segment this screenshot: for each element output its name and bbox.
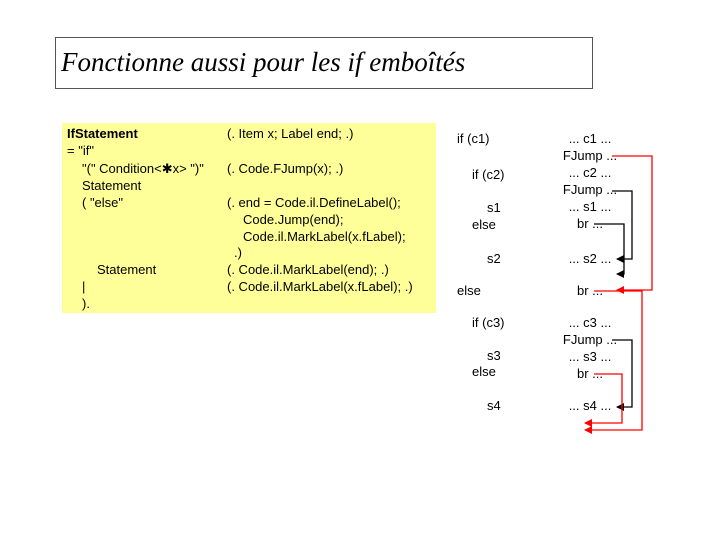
semantic-line-2: (. Code.FJump(x); .) [227, 161, 344, 176]
source-line-5: s2 [487, 251, 501, 266]
red-arrow-br-outer [585, 291, 642, 430]
red-arrow-br-c3 [585, 374, 622, 423]
code-line-2: FJump ... [562, 148, 618, 163]
code-line-12: br ... [576, 366, 603, 381]
code-line-6: br ... [576, 216, 603, 231]
code-line-7: ... s2 ... [568, 251, 612, 266]
code-line-11: ... s3 ... [568, 349, 612, 364]
code-line-5: ... s1 ... [568, 199, 612, 214]
grammar-line-8: ). [82, 296, 90, 311]
code-line-4: FJump ... [562, 182, 618, 197]
code-line-8: br ... [576, 283, 603, 298]
source-line-4: else [472, 217, 496, 232]
semantic-line-5: Code.il.MarkLabel(x.fLabel); [243, 229, 406, 244]
source-line-6: else [457, 283, 481, 298]
grammar-line-5: ( "else" [82, 195, 124, 210]
code-line-9: ... c3 ... [568, 315, 612, 330]
semantic-line-7: (. Code.il.MarkLabel(end); .) [227, 262, 389, 277]
code-line-3: ... c2 ... [568, 165, 612, 180]
source-line-10: s4 [487, 398, 501, 413]
grammar-line-4: Statement [82, 178, 142, 193]
semantic-line-8: (. Code.il.MarkLabel(x.fLabel); .) [227, 279, 413, 294]
semantic-line-1: (. Item x; Label end; .) [227, 126, 354, 141]
grammar-line-1: IfStatement [67, 126, 138, 141]
grammar-line-7: | [82, 279, 86, 294]
semantic-line-4: Code.Jump(end); [243, 212, 344, 227]
code-line-13: ... s4 ... [568, 398, 612, 413]
grammar-line-2: = "if" [67, 143, 94, 158]
grammar-line-3: "(" Condition<✱x> ")" [82, 161, 204, 176]
source-line-9: else [472, 364, 496, 379]
black-arrow-br-inner [594, 224, 624, 274]
semantic-line-3: (. end = Code.il.DefineLabel(); [227, 195, 401, 210]
source-line-3: s1 [487, 200, 501, 215]
source-line-1: if (c1) [457, 131, 490, 146]
source-line-2: if (c2) [472, 167, 505, 182]
code-line-1: ... c1 ... [568, 131, 612, 146]
black-arrow-fjump-c2 [612, 191, 632, 259]
slide-title: Fonctionne aussi pour les if emboîtés [61, 47, 466, 77]
source-line-8: s3 [487, 348, 501, 363]
semantic-line-6: .) [234, 245, 242, 260]
code-line-10: FJump ... [562, 332, 618, 347]
source-line-7: if (c3) [472, 315, 505, 330]
grammar-line-6: Statement [97, 262, 157, 277]
